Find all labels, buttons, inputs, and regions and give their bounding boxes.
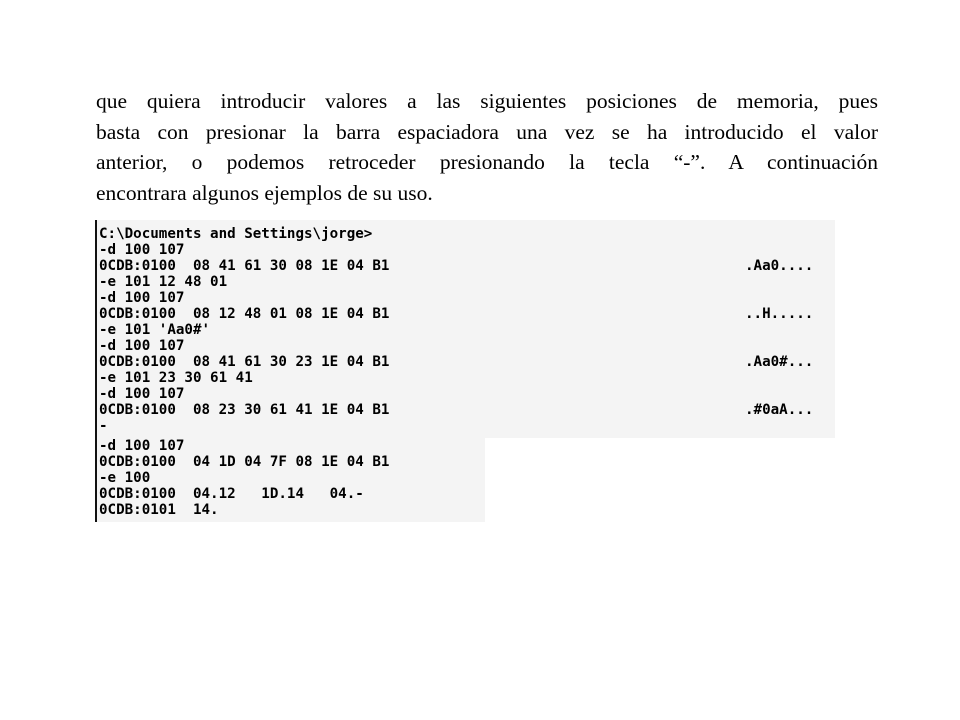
console-line [99,226,835,242]
console-command-text: -d 100 107 [99,438,185,454]
console-line [99,354,835,370]
console-line [99,470,485,486]
console-block-secondary [95,438,485,522]
console-command-text: -e 101 23 30 61 41 [99,370,253,386]
console-edit-text: 0CDB:0101 14. [99,502,219,518]
console-ascii-text: .#0aA... [745,402,814,418]
console-line [99,386,835,402]
console-dump-text: 0CDB:0100 04 1D 04 7F 08 1E 04 B1 [99,454,390,470]
console-command-text: -d 100 107 [99,242,185,258]
console-command-text: -e 101 12 48 01 [99,274,228,290]
body-paragraph [96,86,878,208]
paragraph-line: basta con presionar la barra espaciadora una vez se ha introducido el valor [96,119,878,144]
console-dump-text: 0CDB:0100 08 41 61 30 23 1E 04 B1 [99,354,390,370]
console-command-text: C:\Documents and Settings\jorge> [99,226,373,242]
console-dump-text: 0CDB:0100 08 12 48 01 08 1E 04 B1 [99,306,390,322]
console-command-text: -d 100 107 [99,338,185,354]
console-line [99,402,835,418]
console-dump-text: 0CDB:0100 08 41 61 30 08 1E 04 B1 [99,258,390,274]
console-command-text: -e 101 'Aa0#' [99,322,211,338]
console-command-text: -d 100 107 [99,386,185,402]
console-line [99,290,835,306]
console-line [99,274,835,290]
console-command-text: -d 100 107 [99,290,185,306]
console-screenshot [95,220,835,522]
console-line [99,306,835,322]
console-ascii-text: .Aa0.... [745,258,814,274]
console-ascii-text: .Aa0#... [745,354,814,370]
console-line [99,242,835,258]
console-line [99,338,835,354]
console-line [99,438,485,454]
console-line [99,258,835,274]
console-ascii-text: ..H..... [745,306,814,322]
console-line [99,486,485,502]
console-line [99,370,835,386]
paragraph-line: que quiera introducir valores a las siguientes posiciones de memoria, pues [96,89,878,113]
console-block-main [95,220,835,438]
console-prompt-text: - [99,418,108,434]
console-line [99,322,835,338]
console-line [99,454,485,470]
paragraph-line: encontrara algunos ejemplos de su uso. [96,180,433,205]
console-dump-text: 0CDB:0100 08 23 30 61 41 1E 04 B1 [99,402,390,418]
console-edit-text: 0CDB:0100 04.12 1D.14 04.- [99,486,364,502]
paragraph-line: anterior, o podemos retroceder presionando la tecla “-”. A continuación [96,150,878,174]
console-line [99,418,835,434]
console-line [99,502,485,518]
console-command-text: -e 100 [99,470,151,486]
